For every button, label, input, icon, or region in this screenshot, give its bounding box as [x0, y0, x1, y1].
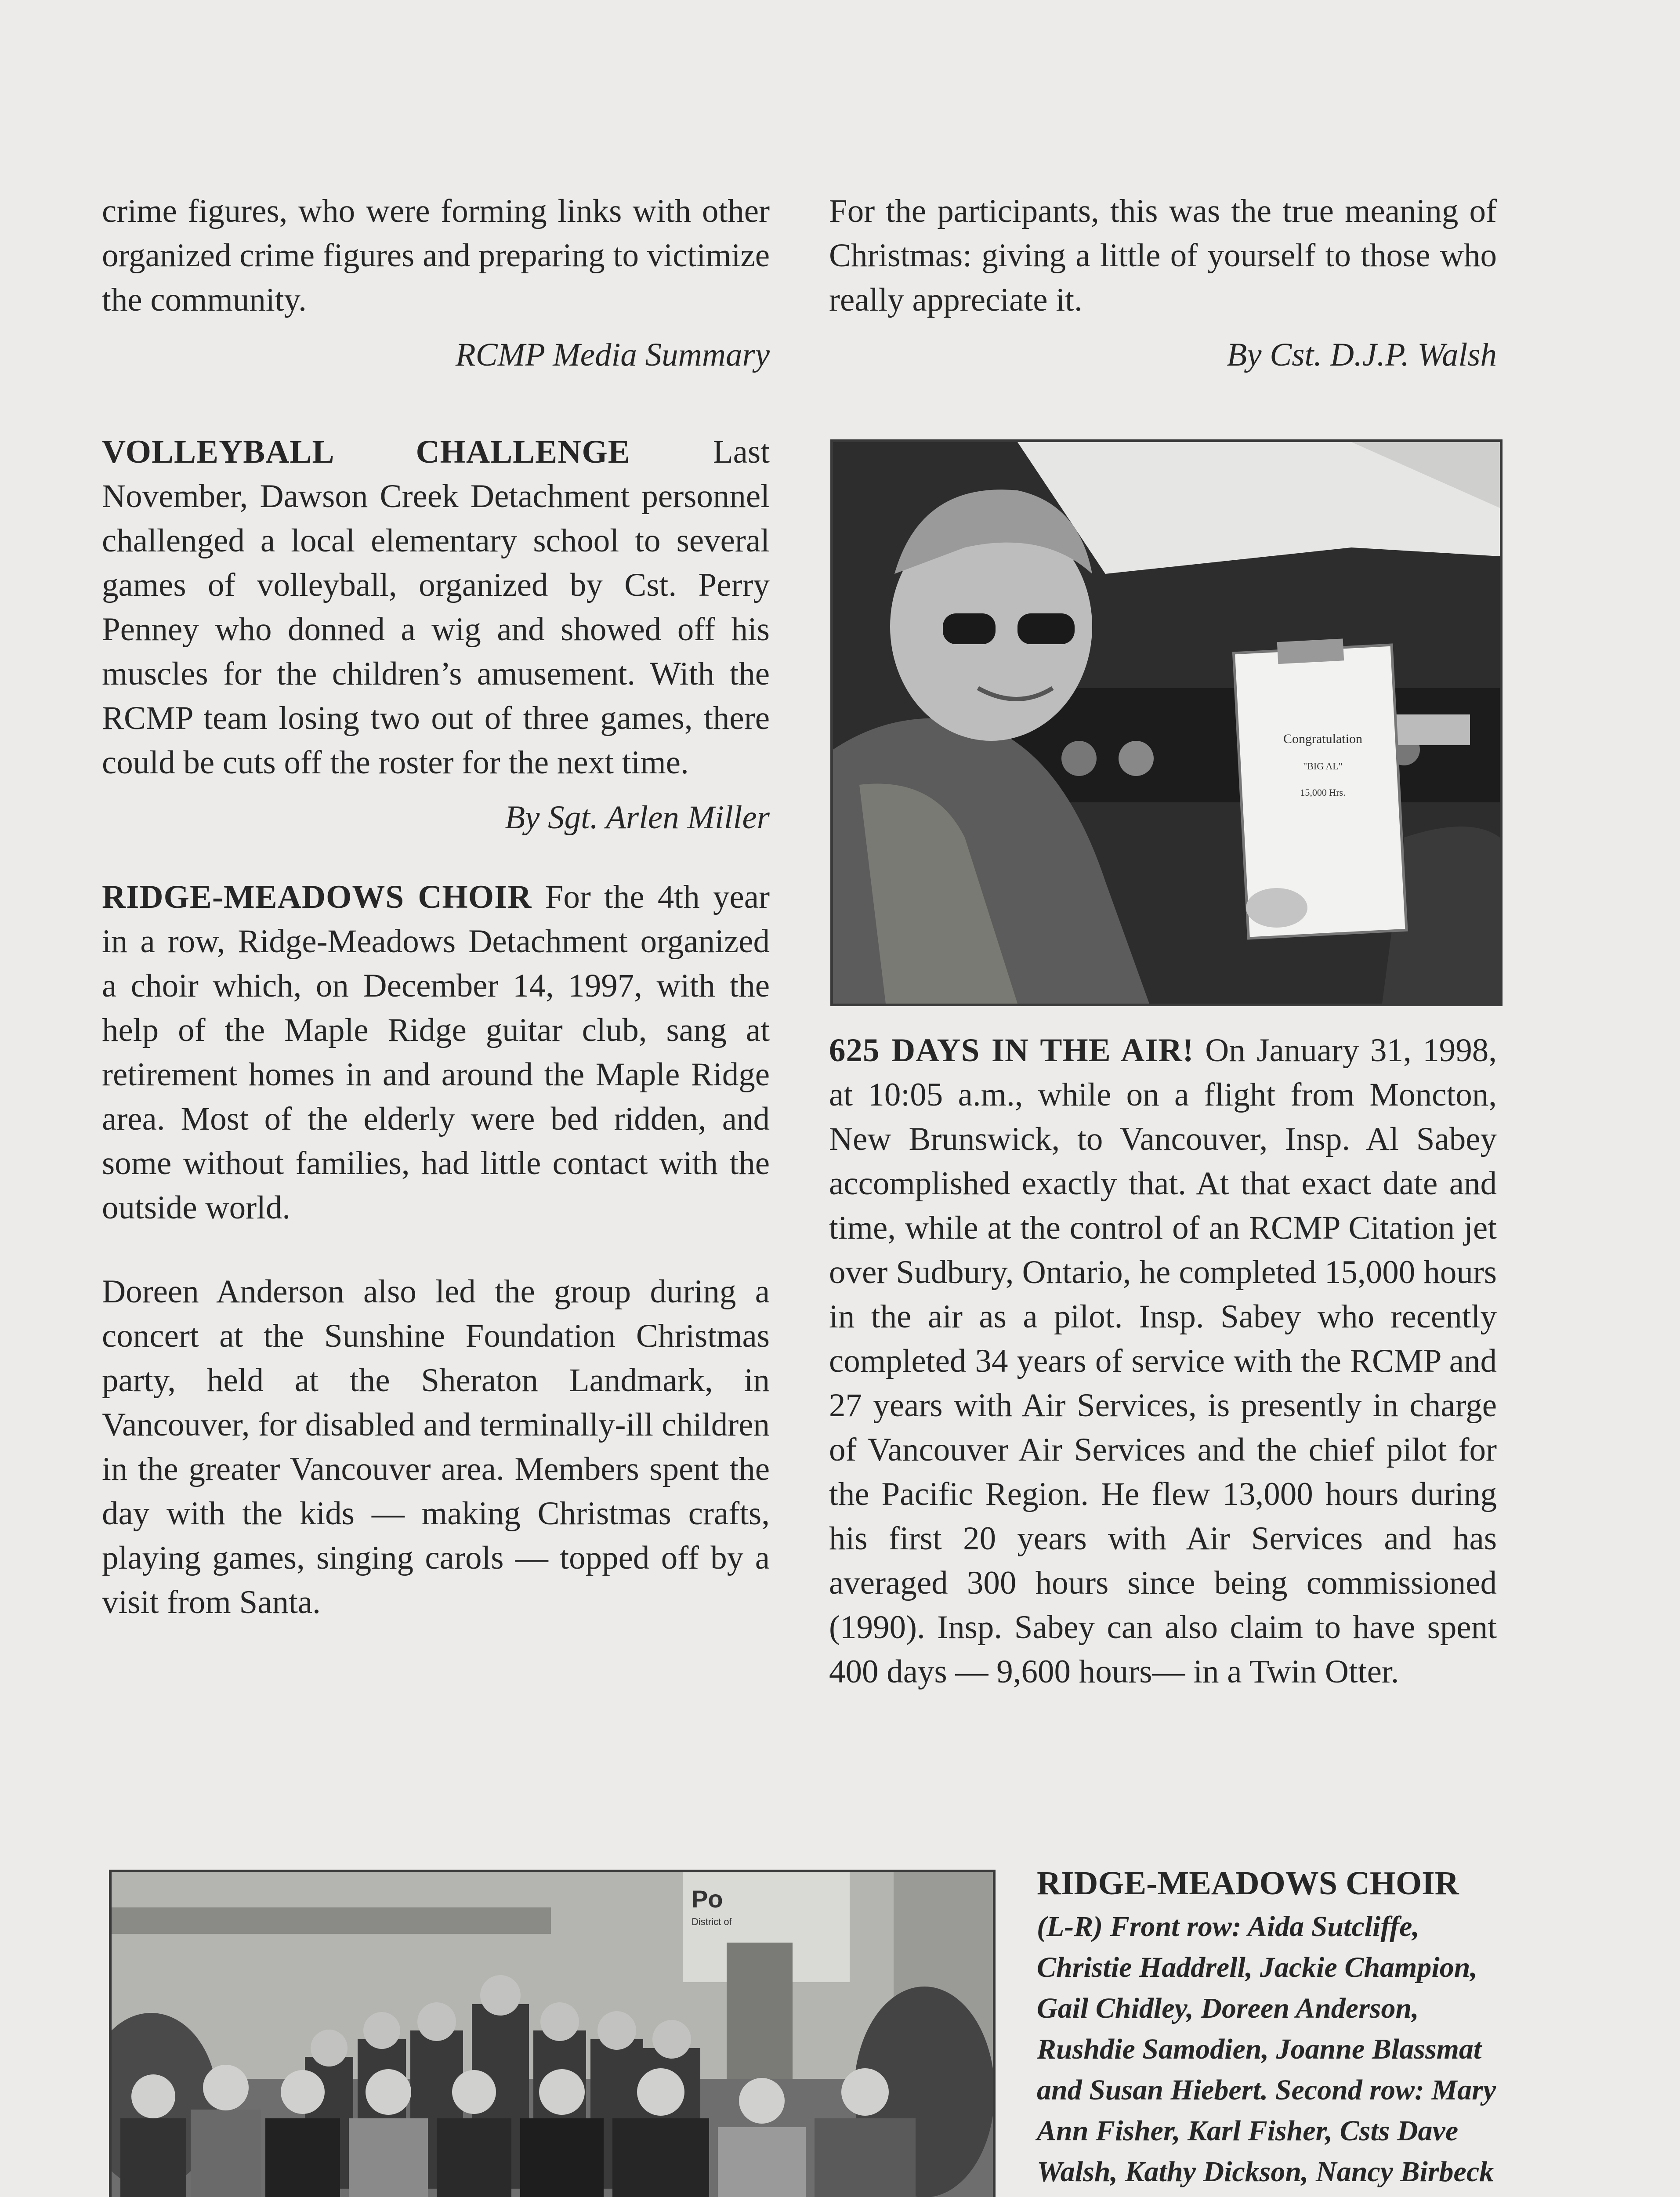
choir-photo-image: [112, 1872, 993, 2197]
caption-text: (L-R) Front row: Aida Sutcliffe, Christie Haddrell, Jackie Champion, Gail Chidley, Doreen Anderson, Rushdie Samodien, Joanne Blassmat and Susan Hiebert. Second row: Mary Ann Fisher, Karl Fisher, Csts Dave Walsh, Kathy Dickson, Nancy Birbeck: [1037, 1911, 1496, 2188]
choir-paragraph: [102, 875, 770, 1230]
left-intro-byline: RCMP Media Summary: [455, 337, 770, 373]
air-paragraph: [829, 1028, 1497, 1694]
right-intro-paragraph: For the participants, this was the true meaning of Christmas: giving a little of yourself to those who really appreciate it.: [829, 193, 1497, 318]
right-column: [829, 189, 1497, 377]
left-column: [102, 189, 770, 1624]
sign-line-1: Congratulation: [1283, 732, 1362, 746]
sign-line-3: 15,000 Hrs.: [1300, 787, 1346, 798]
air-heading: 625 DAYS IN THE AIR!: [829, 1032, 1194, 1069]
building-sign-sub: District of: [692, 1916, 732, 1927]
choir-heading: RIDGE-MEADOWS CHOIR: [102, 879, 532, 915]
pilot-photo-image: [833, 442, 1500, 1004]
choir-paragraph-2: Doreen Anderson also led the group during a concert at the Sunshine Foundation Christmas party, held at the Sheraton Landmark, in Vancouver, for disabled and terminally-ill children in the greater Vancouver area. Members spent the day with the kids — making Christmas crafts, playing games, singing carols — topped off by a visit from Santa.: [102, 1273, 770, 1621]
air-article: [829, 1028, 1497, 1694]
choir-text: For the 4th year in a row, Ridge-Meadows Detachment organized a choir which, on December 14, 1997, with the help of the Maple Ridge guitar club, sang at retirement homes in and around the Maple Ridge area. Most of the elderly were bed ridden, and some without families, had little contact with the outside world.: [102, 879, 770, 1226]
volleyball-byline: By Sgt. Arlen Miller: [505, 799, 770, 836]
volleyball-text: Last November, Dawson Creek Detachment personnel challenged a local elementary school to several games of volleyball, organized by Cst. Perry Penney who donned a wig and showed off his muscles for the children’s amusement. With the RCMP team losing two out of three games, there could be cuts off the roster for the next time.: [102, 434, 770, 781]
building-sign: Po: [692, 1885, 723, 1913]
volleyball-paragraph: [102, 430, 770, 785]
left-intro-paragraph: crime figures, who were forming links with other organized crime figures and preparing to victimize the community.: [102, 193, 770, 318]
pilot-photo: [830, 439, 1503, 1006]
air-text: On January 31, 1998, at 10:05 a.m., while on a flight from Moncton, New Brunswick, to Vancouver, Insp. Al Sabey accomplished exactly that. At that exact date and time, while at the control of an RCMP Citation jet over Sudbury, Ontario, he completed 15,000 hours in the air as a pilot. Insp. Sabey who recently completed 34 years of service with the RCMP and 27 years with Air Services, is presently in charge of Vancouver Air Services and the chief pilot for the Pacific Region. He flew 13,000 hours during his first 20 years with Air Services and has averaged 300 hours since being commissioned (1990). Insp. Sabey can also claim to have spent 400 days — 9,600 hours— in a Twin Otter.: [829, 1032, 1497, 1690]
caption-title: RIDGE-MEADOWS CHOIR: [1037, 1865, 1459, 1902]
choir-caption: [1037, 1863, 1511, 2197]
sign-line-2: "BIG AL": [1303, 761, 1343, 772]
right-intro-byline: By Cst. D.J.P. Walsh: [1227, 337, 1497, 373]
volleyball-heading: VOLLEYBALL CHALLENGE: [102, 434, 630, 470]
choir-photo: [109, 1870, 996, 2197]
